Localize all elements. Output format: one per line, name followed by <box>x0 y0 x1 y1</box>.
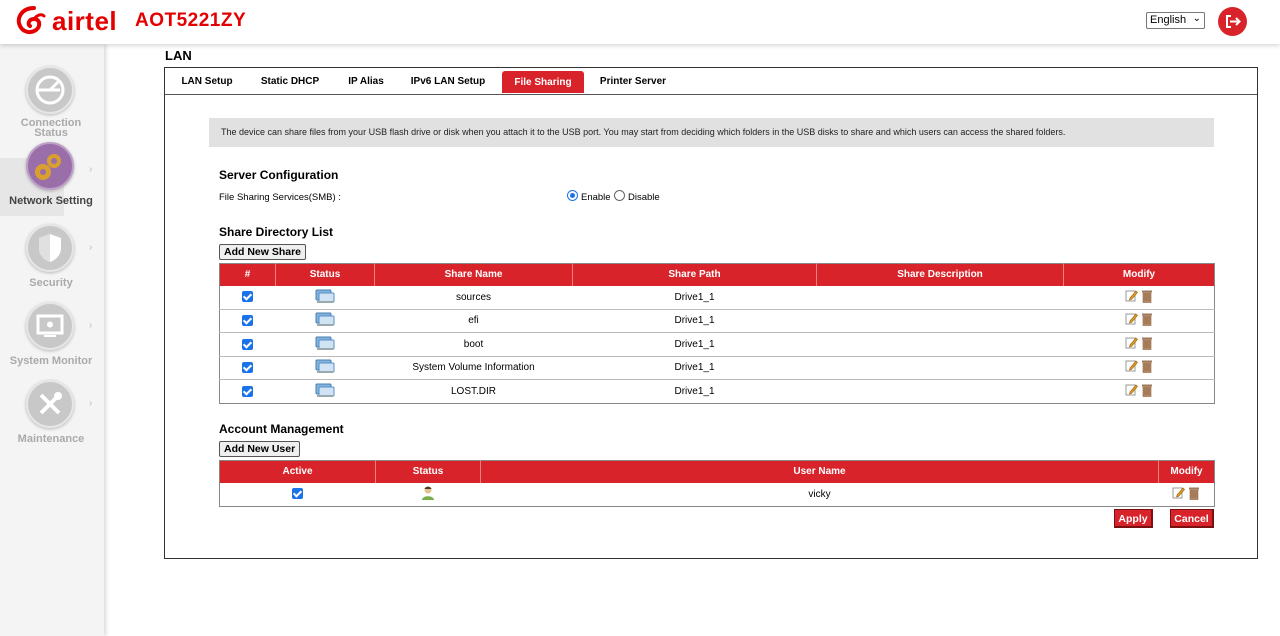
delete-icon[interactable] <box>1141 289 1153 306</box>
sidebar <box>0 44 104 636</box>
tab-lan-setup[interactable]: LAN Setup <box>181 76 233 87</box>
share-path: Drive1_1 <box>573 333 817 357</box>
col-modify: Modify <box>1064 264 1215 286</box>
device-name: AOT5221ZY <box>135 10 247 31</box>
account-row <box>220 483 1215 507</box>
shared-folder-icon <box>315 311 335 330</box>
delete-icon[interactable] <box>1141 336 1153 353</box>
share-table-header <box>220 264 1215 286</box>
edit-icon[interactable] <box>1125 289 1138 306</box>
airtel-swirl-icon <box>14 4 48 38</box>
sidebar-item-label: Maintenance <box>17 433 85 445</box>
share-modify-cell <box>1064 380 1215 404</box>
delete-icon[interactable] <box>1141 359 1153 376</box>
tab-file-sharing[interactable]: File Sharing <box>502 71 584 93</box>
user-icon <box>420 493 436 504</box>
share-status-cell <box>276 356 375 380</box>
share-enabled-checkbox[interactable] <box>242 291 253 302</box>
share-row-checkbox-cell <box>220 286 276 310</box>
col-status: Status <box>276 264 375 286</box>
smb-enable-radio[interactable] <box>567 190 578 201</box>
share-modify-cell <box>1064 309 1215 333</box>
share-name: System Volume Information <box>375 356 573 380</box>
edit-icon[interactable] <box>1125 312 1138 329</box>
edit-icon[interactable] <box>1125 359 1138 376</box>
chevron-right-icon: › <box>89 242 93 253</box>
add-new-share-button[interactable]: Add New Share <box>219 244 306 260</box>
smb-disable-radio[interactable] <box>614 190 625 201</box>
share-status-cell <box>276 286 375 310</box>
share-name: efi <box>375 309 573 333</box>
chevron-right-icon: › <box>89 398 93 409</box>
account-active-cell <box>220 483 376 507</box>
info-banner: The device can share files from your USB flash drive or disk when you attach it to the USB port. You may start from deciding which folders in the USB disks to share and which users can access the shared folders. <box>209 118 1214 147</box>
sidebar-item-label: Security <box>29 277 73 289</box>
col-share-description: Share Description <box>817 264 1064 286</box>
account-active-checkbox[interactable] <box>292 488 303 499</box>
page-title: LAN <box>165 48 192 63</box>
language-select[interactable] <box>1146 12 1205 29</box>
sidebar-item-label: Connection <box>20 117 82 129</box>
account-user-name: vicky <box>808 488 831 500</box>
sidebar-item-security[interactable] <box>0 220 104 298</box>
col-active: Active <box>220 461 376 483</box>
edit-icon[interactable] <box>1125 383 1138 400</box>
smb-label: File Sharing Services(SMB) : <box>219 192 341 203</box>
share-path: Drive1_1 <box>674 385 715 397</box>
share-row <box>220 286 1215 310</box>
add-new-user-button[interactable]: Add New User <box>219 441 300 457</box>
language-value: English <box>1150 14 1187 26</box>
delete-icon[interactable] <box>1141 383 1153 400</box>
account-mgmt-heading: Account Management <box>219 422 344 436</box>
tools-icon <box>26 380 74 428</box>
share-status-cell <box>276 333 375 357</box>
cancel-button[interactable]: Cancel <box>1170 509 1214 528</box>
monitor-icon <box>26 302 74 350</box>
delete-icon[interactable] <box>1141 312 1153 329</box>
col-share-name: Share Name <box>375 264 573 286</box>
share-description <box>817 309 1064 333</box>
share-name: boot <box>375 333 573 357</box>
tab-ip-alias[interactable]: IP Alias <box>348 76 384 87</box>
chevron-right-icon: › <box>89 164 93 175</box>
tab-ipv6-lan-setup[interactable]: IPv6 LAN Setup <box>410 76 486 87</box>
share-row-checkbox-cell <box>220 380 276 404</box>
chevron-right-icon: › <box>89 320 93 331</box>
sidebar-item-maintenance[interactable] <box>0 376 104 454</box>
share-enabled-checkbox[interactable] <box>242 339 253 350</box>
logout-button[interactable] <box>1218 7 1247 36</box>
share-enabled-checkbox[interactable] <box>242 362 253 373</box>
share-list-heading: Share Directory List <box>219 225 334 239</box>
edit-icon[interactable] <box>1125 336 1138 353</box>
share-row <box>220 380 1215 404</box>
share-row-checkbox-cell <box>220 333 276 357</box>
sidebar-item-system-monitor[interactable] <box>0 298 104 376</box>
edit-icon[interactable] <box>1172 486 1185 503</box>
share-path: Drive1_1 <box>573 286 817 310</box>
account-status-cell <box>376 483 481 507</box>
shared-folder-icon <box>315 288 335 307</box>
smb-disable-label: Disable <box>628 192 660 203</box>
shared-folder-icon <box>315 335 335 354</box>
share-row-checkbox-cell <box>220 309 276 333</box>
share-status-cell <box>276 380 375 404</box>
share-modify-cell <box>1064 286 1215 310</box>
share-row <box>220 356 1215 380</box>
share-description <box>817 380 1064 404</box>
share-enabled-checkbox[interactable] <box>242 386 253 397</box>
shared-folder-icon <box>315 358 335 377</box>
col-share-path: Share Path <box>573 264 817 286</box>
tab-bar <box>165 68 1257 95</box>
tab-static-dhcp[interactable]: Static DHCP <box>260 76 320 87</box>
sidebar-item-label-2: Status <box>34 127 68 139</box>
share-modify-cell <box>1064 356 1215 380</box>
delete-icon[interactable] <box>1188 486 1200 503</box>
shield-icon <box>26 224 74 272</box>
chevron-down-icon: ⌄ <box>1192 13 1201 24</box>
account-table-header <box>220 461 1215 483</box>
share-name: LOST.DIR <box>450 385 496 397</box>
share-modify-cell <box>1064 333 1215 357</box>
share-description <box>817 356 1064 380</box>
connection-status-icon <box>26 66 74 114</box>
sidebar-item-label: Network Setting <box>9 195 93 207</box>
col-number: # <box>220 264 276 286</box>
logout-icon <box>1218 7 1247 36</box>
apply-button[interactable]: Apply <box>1114 509 1153 528</box>
share-path: Drive1_1 <box>573 309 817 333</box>
sidebar-item-label: System Monitor <box>9 355 93 367</box>
server-config-heading: Server Configuration <box>219 168 339 182</box>
share-name: sources <box>375 286 573 310</box>
col-status: Status <box>376 461 481 483</box>
smb-enable-label: Enable <box>581 192 611 203</box>
share-table <box>219 263 1215 404</box>
brand-name: airtel <box>52 5 118 36</box>
account-modify-cell <box>1159 483 1215 507</box>
sidebar-item-connection-status[interactable] <box>0 60 104 138</box>
share-row-checkbox-cell <box>220 356 276 380</box>
col-user-name: User Name <box>481 461 1159 483</box>
airtel-logo <box>14 3 117 39</box>
share-row <box>220 333 1215 357</box>
share-path: Drive1_1 <box>573 356 817 380</box>
tab-printer-server[interactable]: Printer Server <box>599 76 667 87</box>
col-modify: Modify <box>1159 461 1215 483</box>
shared-folder-icon <box>315 382 335 401</box>
share-description <box>817 286 1064 310</box>
share-description <box>817 333 1064 357</box>
share-row <box>220 309 1215 333</box>
gears-icon <box>26 142 74 190</box>
account-table <box>219 460 1215 507</box>
top-header <box>0 0 1280 44</box>
content-panel <box>164 67 1258 559</box>
share-enabled-checkbox[interactable] <box>242 315 253 326</box>
share-status-cell <box>276 309 375 333</box>
sidebar-item-network-setting[interactable] <box>0 158 93 216</box>
